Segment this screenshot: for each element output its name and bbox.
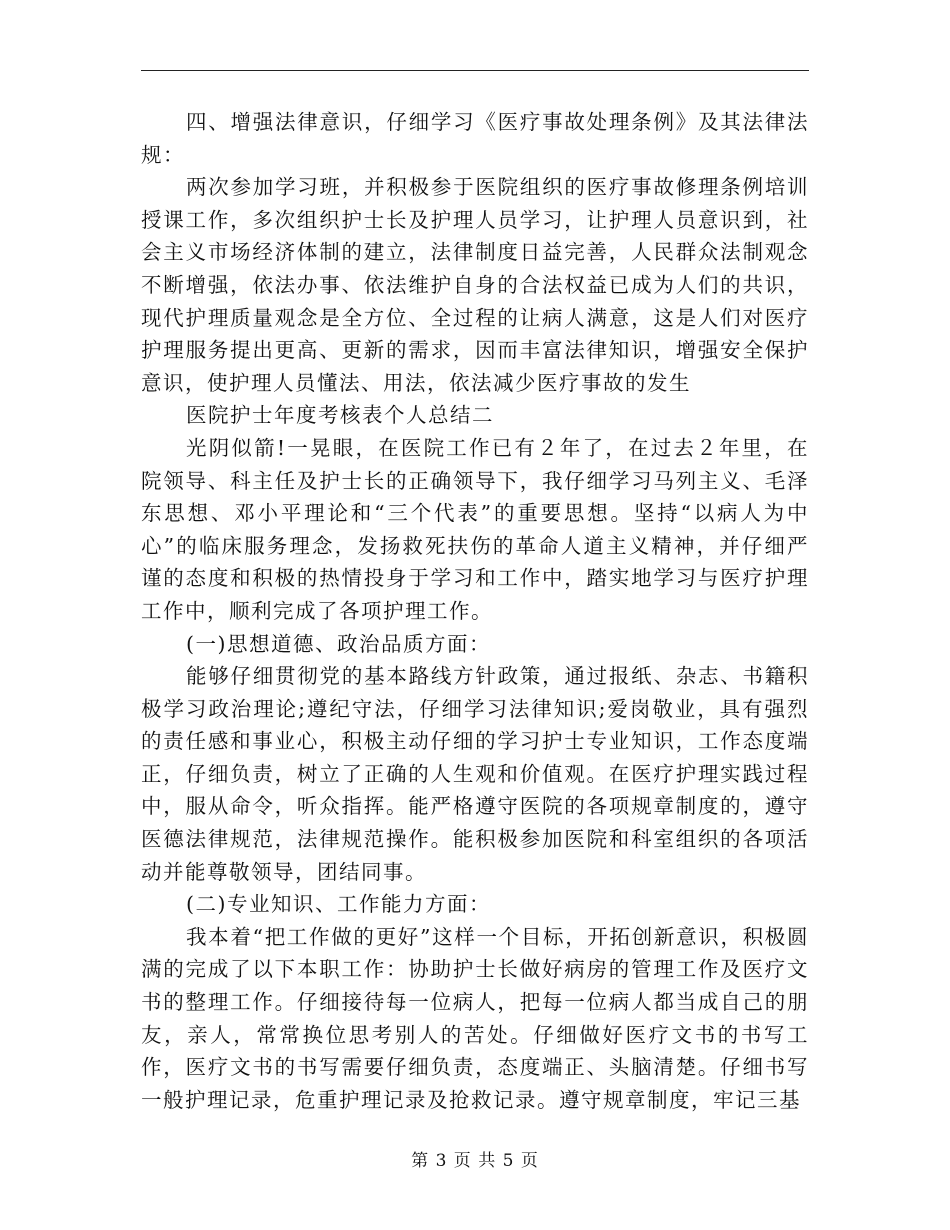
paragraph: 我本着“把工作做的更好”这样一个目标，开拓创新意识，积极圆满的完成了以下本职工作：协助护士长做好病房的管理工作及医疗文书的整理工作。仔细接待每一位病人，把每一位病人都当成自己的朋友，亲人，常常换位思考别人的苦处。仔细做好医疗文书的书写工作，医疗文书的书写需要仔细负责，态度端正、头脑清楚。仔细书写一般护理记录，危重护理记录及抢救记录。遵守规章制度，牢记三基 bbox=[141, 924, 809, 1112]
section-heading-2: (二)专业知识、工作能力方面： bbox=[186, 892, 491, 917]
paragraph: 光阴似箭!一晃眼，在医院工作已有２年了，在过去２年里，在院领导、科主任及护士长的正确领导下，我仔细学习马列主义、毛泽东思想、邓小平理论和“三个代表”的重要思想。坚持“以病人为中心”的临床服务理念，发扬救死扶伤的革命人道主义精神，并仔细严谨的态度和积极的热情投身于学习和工作中，踏实地学习与医疗护理工作中，顺利完成了各项护理工作。 bbox=[141, 435, 809, 623]
paragraph: 两次参加学习班，并积极参于医院组织的医疗事故修理条例培训授课工作，多次组织护士长及护理人员学习，让护理人员意识到，社会主义市场经济体制的建立，法律制度日益完善，人民群众法制观念不断增强，依法办事、依法维护自身的合法权益已成为人们的共识，现代护理质量观念是全方位、全过程的让病人满意，这是人们对医疗护理服务提出更高、更新的需求，因而丰富法律知识，增强安全保护意识，使护理人员懂法、用法，依法减少医疗事故的发生 bbox=[141, 175, 809, 395]
page-number-footer: 第 3 页 共 5 页 bbox=[411, 1151, 539, 1171]
document-subtitle: 医院护士年度考核表个人总结二 bbox=[186, 403, 494, 428]
section-heading-1: (一)思想道德、政治品质方面： bbox=[186, 631, 491, 656]
paragraph: 能够仔细贯彻党的基本路线方针政策，通过报纸、杂志、书籍积极学习政治理论;遵纪守法，仔细学习法律知识;爱岗敬业，具有强烈的责任感和事业心，积极主动仔细的学习护士专业知识，工作态度端正，仔细负责，树立了正确的人生观和价值观。在医疗护理实践过程中，服从命令，听众指挥。能严格遵守医院的各项规章制度的，遵守医德法律规范，法律规范操作。能积极参加医院和科室组织的各项活动并能尊敬领导，团结同事。 bbox=[141, 664, 809, 884]
section-heading-4: 四、增强法律意识，仔细学习《医疗事故处理条例》及其法律法规： bbox=[141, 110, 809, 167]
document-body bbox=[141, 106, 809, 1116]
header-rule bbox=[141, 70, 809, 71]
